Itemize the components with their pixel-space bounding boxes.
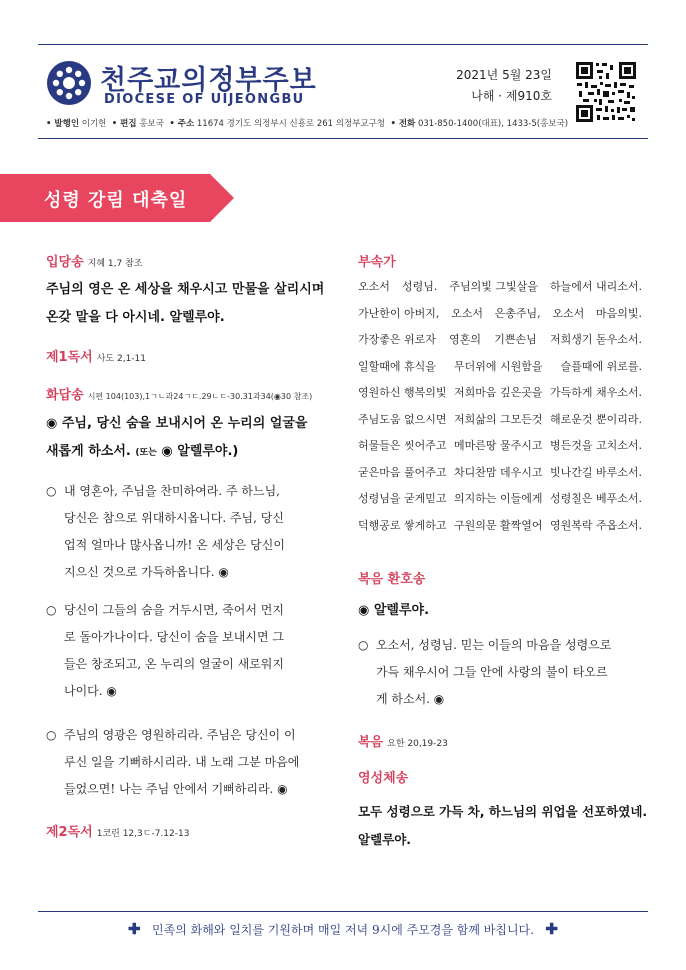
top-rule	[38, 44, 648, 45]
second-reading-heading: 제2독서 1코린 12,3ㄷ-7.12-13	[46, 825, 190, 840]
header-rule	[38, 138, 648, 139]
communion-antiphon-text: 모두 성령으로 가득 차, 하느님의 위업을 선포하였네. 알렐루야.	[358, 804, 648, 847]
issue-date: 2021년 5월 23일	[456, 68, 552, 82]
psalm-verse-1: ○ 내 영혼아, 주님을 찬미하여라. 주 하느님, 당신은 참으로 위대하시옵니다. 주님, 당신 업적 얼마나 많사옵니까! 온 세상은 당신이 지으신 것으로 가득하옵니다. ◉	[46, 484, 285, 579]
sequence-heading: 부속가	[358, 255, 396, 270]
gospel-acclamation-response: ◉ 알렐루야.	[358, 603, 430, 618]
issue-number: 나해 · 제910호	[471, 89, 552, 103]
newsletter-subtitle: DIOCESE OF UIJEONGBU	[104, 92, 305, 107]
first-reading-heading: 제1독서 사도 2,1-11	[46, 350, 146, 365]
diocese-logo-icon	[47, 61, 91, 105]
entrance-antiphon-heading: 입당송 지혜 1,7 참조	[46, 255, 143, 270]
psalm-response: ◉ 주님, 당신 숨을 보내시어 온 누리의 얼굴을 새롭게 하소서. (또는 ◉ 알렐루야.)	[46, 416, 308, 459]
feast-title: 성령 강림 대축일	[44, 190, 188, 211]
communion-heading: 영성체송	[358, 771, 409, 786]
gospel-acclamation-verse: ○ 오소서, 성령님. 믿는 이들의 마음을 성령으로 가득 채우시어 그들 안에 사랑의 불이 타오르 게 하소서. ◉	[358, 638, 612, 706]
newsletter-title: 천주교의정부주보	[100, 65, 317, 96]
footer-prayer-note: ✚ 민족의 화해와 일치를 기원하며 매일 저녁 9시에 주모경을 함께 바칩니다. ✚	[127, 920, 558, 938]
psalm-verse-2: ○ 당신이 그들의 숨을 거두시면, 죽어서 먼지 로 돌아가나이다. 당신이 숨을 보내시면 그 들은 창조되고, 온 누리의 얼굴이 새로워지 나이다. ◉	[46, 603, 284, 698]
entrance-antiphon-text: 주님의 영은 온 세상을 채우시고 만물을 살리시며 온갖 말을 다 아시네. 알렐루야.	[46, 282, 325, 325]
cross-icon: ✚	[127, 920, 141, 938]
gospel-acclamation-heading: 복음 환호송	[358, 572, 426, 587]
gospel-heading: 복음 요한 20,19-23	[358, 735, 448, 750]
sequence-hymn: 오소서 성령님. 주님의빛 그빛살을 하늘에서 내리소서. 가난한이 아버지, 오소서 은총주님, 오소서 마음의빛. 가장좋은 위로자 영혼의 기쁜손님 저희생기 돋우소서. 일할때에 휴식을 무더위에 시원함을 슬플때에 위로를. 영원하신 행복의빛 저희마음 깊은곳을 가득하게 채우소서. 주님도움 없으시면 저희삶의 그모든것 해로운것 뿐이리라. 허물들은 씻어주고 메마른땅 물주시고 병든것을 고치소서. 굳은마음 풀어주고 차디찬맘 데우시고 빗나간길 바루소서. 성령님을 굳게믿고 의지하는 이들에게 성령칠은 베푸소서. 덕행공로 쌓게하고 구원의문 활짝열어 영원복락 주옵소서.	[358, 280, 642, 532]
psalm-heading: 화답송 시편 104(103),1ㄱㄴ과24ㄱㄷ.29ㄴㄷ-30.31과34(◉30 참조)	[46, 388, 313, 403]
cross-icon: ✚	[545, 920, 558, 938]
publication-info: • 발행인 이기헌 • 편집 홍보국 • 주소 11674 경기도 의정부시 신흥로 261 의정부교구청 • 전화 031-850-1400(대표), 1433-5(홍보국)	[46, 119, 569, 129]
psalm-verse-3: ○ 주님의 영광은 영원하리라. 주님은 당신이 이 루신 일을 기뻐하시리라. 내 노래 그분 마음에 들었으면! 나는 주님 안에서 기뻐하리라. ◉	[46, 728, 300, 796]
qr-code-icon[interactable]	[575, 61, 637, 123]
footer-rule	[38, 911, 648, 912]
